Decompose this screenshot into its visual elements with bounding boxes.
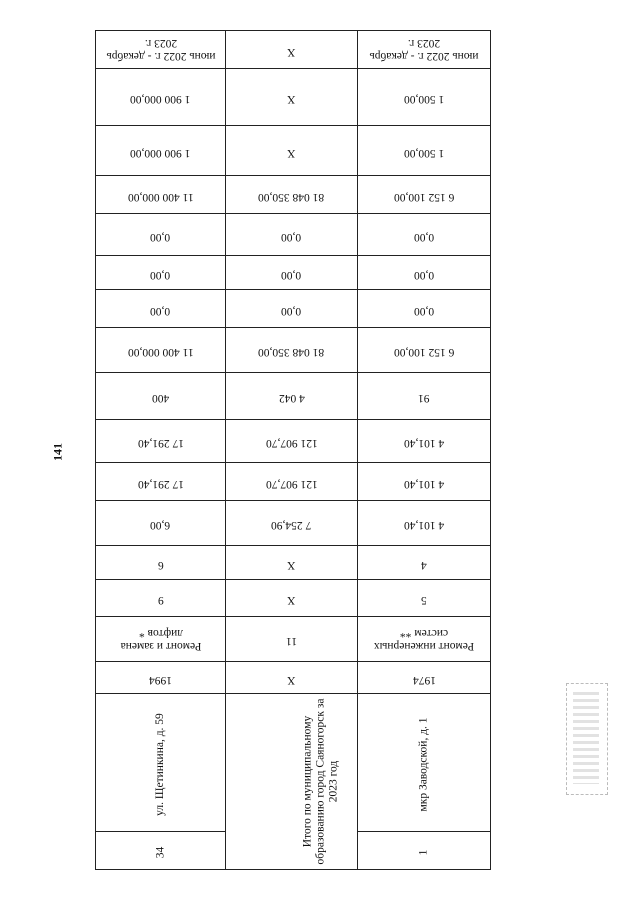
table-row xyxy=(96,256,491,290)
table-cell: 11 400 000,00 xyxy=(96,176,226,214)
table-cell: 9 xyxy=(96,580,226,617)
document-table xyxy=(95,30,490,865)
table-cell: X xyxy=(226,31,358,69)
table-cell: 81 048 350,00 xyxy=(226,176,358,214)
table-cell: 1974 xyxy=(358,662,491,694)
table-cell: 5 xyxy=(358,580,491,617)
table-cell: 4 042 xyxy=(226,373,358,420)
table-cell: 1994 xyxy=(96,662,226,694)
table-cell: X xyxy=(226,69,358,126)
table-row xyxy=(96,617,491,662)
table-cell: 0,00 xyxy=(226,290,358,328)
table-row xyxy=(96,546,491,580)
table-cell: 6 152 100,00 xyxy=(358,328,491,373)
table-cell: 6,00 xyxy=(96,501,226,546)
table-row xyxy=(96,214,491,256)
table-row xyxy=(96,694,491,832)
table-cell: Итого по муниципальному образованию город Саяногорск за 2023 год xyxy=(226,694,358,870)
table-cell: X xyxy=(226,662,358,694)
table-cell: 1 xyxy=(358,832,491,870)
table-row xyxy=(96,31,491,69)
table-cell: 7 254,90 xyxy=(226,501,358,546)
table-cell: 121 907,70 xyxy=(226,463,358,501)
stamp-mark xyxy=(566,683,608,795)
table-cell: Ремонт инженерных систем ** xyxy=(358,617,491,662)
table-cell: 0,00 xyxy=(358,214,491,256)
table-cell: 11 xyxy=(226,617,358,662)
table-row xyxy=(96,662,491,694)
table-cell: 1 500,00 xyxy=(358,69,491,126)
table-row xyxy=(96,69,491,126)
table-cell: 91 xyxy=(358,373,491,420)
table-row xyxy=(96,328,491,373)
table-cell: 0,00 xyxy=(96,290,226,328)
table-cell: 11 400 000,00 xyxy=(96,328,226,373)
table-cell: 6 xyxy=(96,546,226,580)
table-cell: 1 500,00 xyxy=(358,126,491,176)
table-cell: 4 101,40 xyxy=(358,420,491,463)
table-cell: Ремонт и замена лифтов * xyxy=(96,617,226,662)
table-row xyxy=(96,176,491,214)
table-cell: 4 101,40 xyxy=(358,463,491,501)
table-cell: июнь 2022 г. - декабрь 2023 г. xyxy=(96,31,226,69)
table-cell: 0,00 xyxy=(96,214,226,256)
table-row xyxy=(96,420,491,463)
table-cell: 0,00 xyxy=(226,214,358,256)
table-cell: ул. Щетинкина, д. 59 xyxy=(96,694,226,832)
table-row xyxy=(96,126,491,176)
table-cell: 81 048 350,00 xyxy=(226,328,358,373)
table-row xyxy=(96,501,491,546)
table-cell: X xyxy=(226,546,358,580)
table-cell: 34 xyxy=(96,832,226,870)
table-row xyxy=(96,463,491,501)
table-cell: 4 101,40 xyxy=(358,501,491,546)
table-cell: 17 291,40 xyxy=(96,463,226,501)
table-cell: 121 907,70 xyxy=(226,420,358,463)
table-cell: 6 152 100,00 xyxy=(358,176,491,214)
table-row xyxy=(96,290,491,328)
table-cell: 1 900 000,00 xyxy=(96,126,226,176)
table-cell: 400 xyxy=(96,373,226,420)
table-cell: 0,00 xyxy=(358,256,491,290)
table-row xyxy=(96,373,491,420)
table-row xyxy=(96,580,491,617)
table-cell: 0,00 xyxy=(358,290,491,328)
table-cell: X xyxy=(226,126,358,176)
table-cell: 0,00 xyxy=(96,256,226,290)
table-cell: 0,00 xyxy=(226,256,358,290)
table-cell: X xyxy=(226,580,358,617)
page-number: 141 xyxy=(50,443,65,461)
table-cell: 4 xyxy=(358,546,491,580)
table-cell: июнь 2022 г. - декабрь 2023 г. xyxy=(358,31,491,69)
table-cell: мкр Заводской, д. 1 xyxy=(358,694,491,832)
table-cell: 17 291,40 xyxy=(96,420,226,463)
table-cell: 1 900 000,00 xyxy=(96,69,226,126)
